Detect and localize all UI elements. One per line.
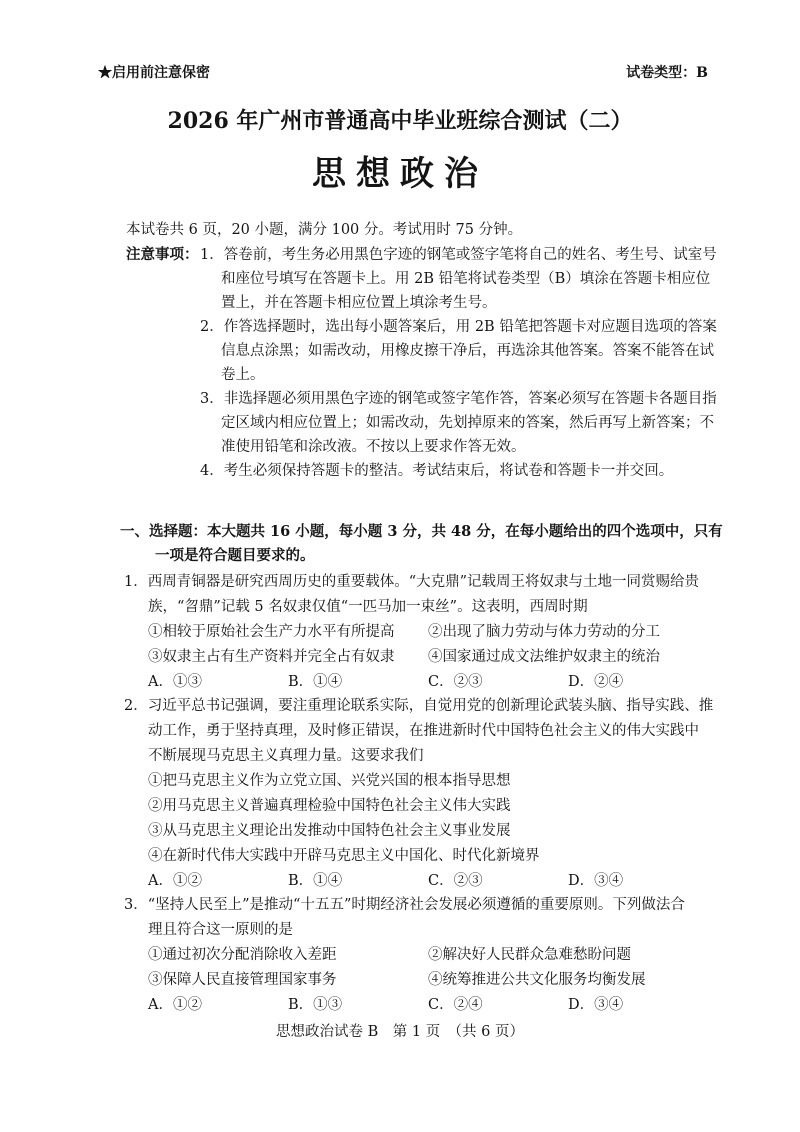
note-1-line-3: 置上，并在答题卡相应位置上填涂考生号。 bbox=[221, 295, 497, 311]
section-heading: 一、选择题：本大题共 16 小题，每小题 3 分，共 48 分，在每小题给出的四个选项中，只有 bbox=[120, 523, 723, 540]
q3-choice-b: B．①③ bbox=[288, 997, 343, 1013]
q1-choice-c: C．②③ bbox=[428, 674, 483, 690]
q2-statement-2: ②用马克思主义普遍真理检验中国特色社会主义伟大实践 bbox=[148, 798, 511, 814]
q3-choice-d: D．③④ bbox=[568, 997, 624, 1013]
q2-statement-3: ③从马克思主义理论出发推动中国特色社会主义事业发展 bbox=[148, 823, 511, 839]
q3-statement-3: ③保障人民直接管理国家事务 bbox=[148, 972, 337, 988]
note-1-line-2: 和座位号填写在答题卡上。用 2B 铅笔将试卷类型（B）填涂在答题卡相应位 bbox=[221, 271, 711, 287]
q1-choice-b: B．①④ bbox=[288, 674, 343, 690]
note-1-line-1: 1．答卷前，考生务必用黑色字迹的钢笔或签字笔将自己的姓名、考生号、试室号 bbox=[200, 247, 717, 263]
confidential-mark: ★启用前注意保密 bbox=[98, 65, 210, 81]
q3-statement-2: ②解决好人民群众急难愁盼问题 bbox=[428, 947, 631, 963]
question-3-stem: 3．“坚持人民至上”是推动“十五五”时期经济社会发展必须遵循的重要原则。下列做法合 bbox=[124, 897, 685, 913]
q3-statement-1: ①通过初次分配消除收入差距 bbox=[148, 947, 337, 963]
page-footer: 思想政治试卷 B 第 1 页 （共 6 页） bbox=[276, 1024, 524, 1040]
q3-statement-4: ④统筹推进公共文化服务均衡发展 bbox=[428, 972, 646, 988]
notes-label: 注意事项： bbox=[126, 246, 199, 263]
q2-statement-1: ①把马克思主义作为立党立国、兴党兴国的根本指导思想 bbox=[148, 773, 511, 789]
subject-title: 思想政治 bbox=[312, 154, 488, 194]
q2-choice-d: D．③④ bbox=[568, 873, 624, 889]
question-2-stem-cont-1: 动工作，勇于坚持真理，及时修正错误，在推进新时代中国特色社会主义的伟大实践中 bbox=[148, 723, 699, 739]
question-2-stem-cont-2: 不断展现马克思主义真理力量。这要求我们 bbox=[148, 748, 424, 764]
q3-choice-a: A．①② bbox=[148, 997, 202, 1013]
q2-statement-4: ④在新时代伟大实践中开辟马克思主义中国化、时代化新境界 bbox=[148, 848, 540, 864]
question-1-stem: 1．西周青铜器是研究西周历史的重要载体。“大克鼎”记载周王将奴隶与土地一同赏赐给贵 bbox=[124, 574, 700, 590]
question-1-stem-cont: 族，“曶鼎”记载 5 名奴隶仅值“一匹马加一束丝”。这表明，西周时期 bbox=[148, 599, 588, 615]
q1-statement-2: ②出现了脑力劳动与体力劳动的分工 bbox=[428, 624, 660, 640]
question-3-stem-cont: 理且符合这一原则的是 bbox=[148, 922, 293, 938]
q3-choice-c: C．②④ bbox=[428, 997, 483, 1013]
section-heading-cont: 一项是符合题目要求的。 bbox=[155, 547, 315, 564]
q2-choice-c: C．②③ bbox=[428, 873, 483, 889]
exam-intro: 本试卷共 6 页，20 小题，满分 100 分。考试用时 75 分钟。 bbox=[126, 222, 523, 238]
q1-choice-a: A．①③ bbox=[148, 674, 202, 690]
note-3-line-1: 3．非选择题必须用黑色字迹的钢笔或签字笔作答，答案必须写在答题卡各题目指 bbox=[200, 391, 717, 407]
q1-statement-1: ①相较于原始社会生产力水平有所提高 bbox=[148, 624, 395, 640]
q2-choice-a: A．①② bbox=[148, 873, 202, 889]
question-2-stem: 2．习近平总书记强调，要注重理论联系实际，自觉用党的创新理论武装头脑、指导实践、推 bbox=[124, 698, 714, 714]
paper-type-label: 试卷类型：B bbox=[626, 65, 708, 81]
note-3-line-2: 定区域内相应位置上；如需改动，先划掉原来的答案，然后再写上新答案；不 bbox=[221, 415, 714, 431]
exam-title: 2026 年广州市普通高中毕业班综合测试（二） bbox=[167, 108, 633, 134]
note-2-line-1: 2．作答选择题时，选出每小题答案后，用 2B 铅笔把答题卡对应题目选项的答案 bbox=[200, 319, 717, 335]
q1-choice-d: D．②④ bbox=[568, 674, 624, 690]
note-4-line-1: 4．考生必须保持答题卡的整洁。考试结束后，将试卷和答题卡一并交回。 bbox=[200, 463, 674, 479]
note-2-line-3: 卷上。 bbox=[221, 367, 265, 383]
q1-statement-3: ③奴隶主占有生产资料并完全占有奴隶 bbox=[148, 649, 395, 665]
note-3-line-3: 准使用铅笔和涂改液。不按以上要求作答无效。 bbox=[221, 439, 526, 455]
q2-choice-b: B．①④ bbox=[288, 873, 343, 889]
q1-statement-4: ④国家通过成文法维护奴隶主的统治 bbox=[428, 649, 660, 665]
note-2-line-2: 信息点涂黑；如需改动，用橡皮擦干净后，再选涂其他答案。答案不能答在试 bbox=[221, 343, 714, 359]
